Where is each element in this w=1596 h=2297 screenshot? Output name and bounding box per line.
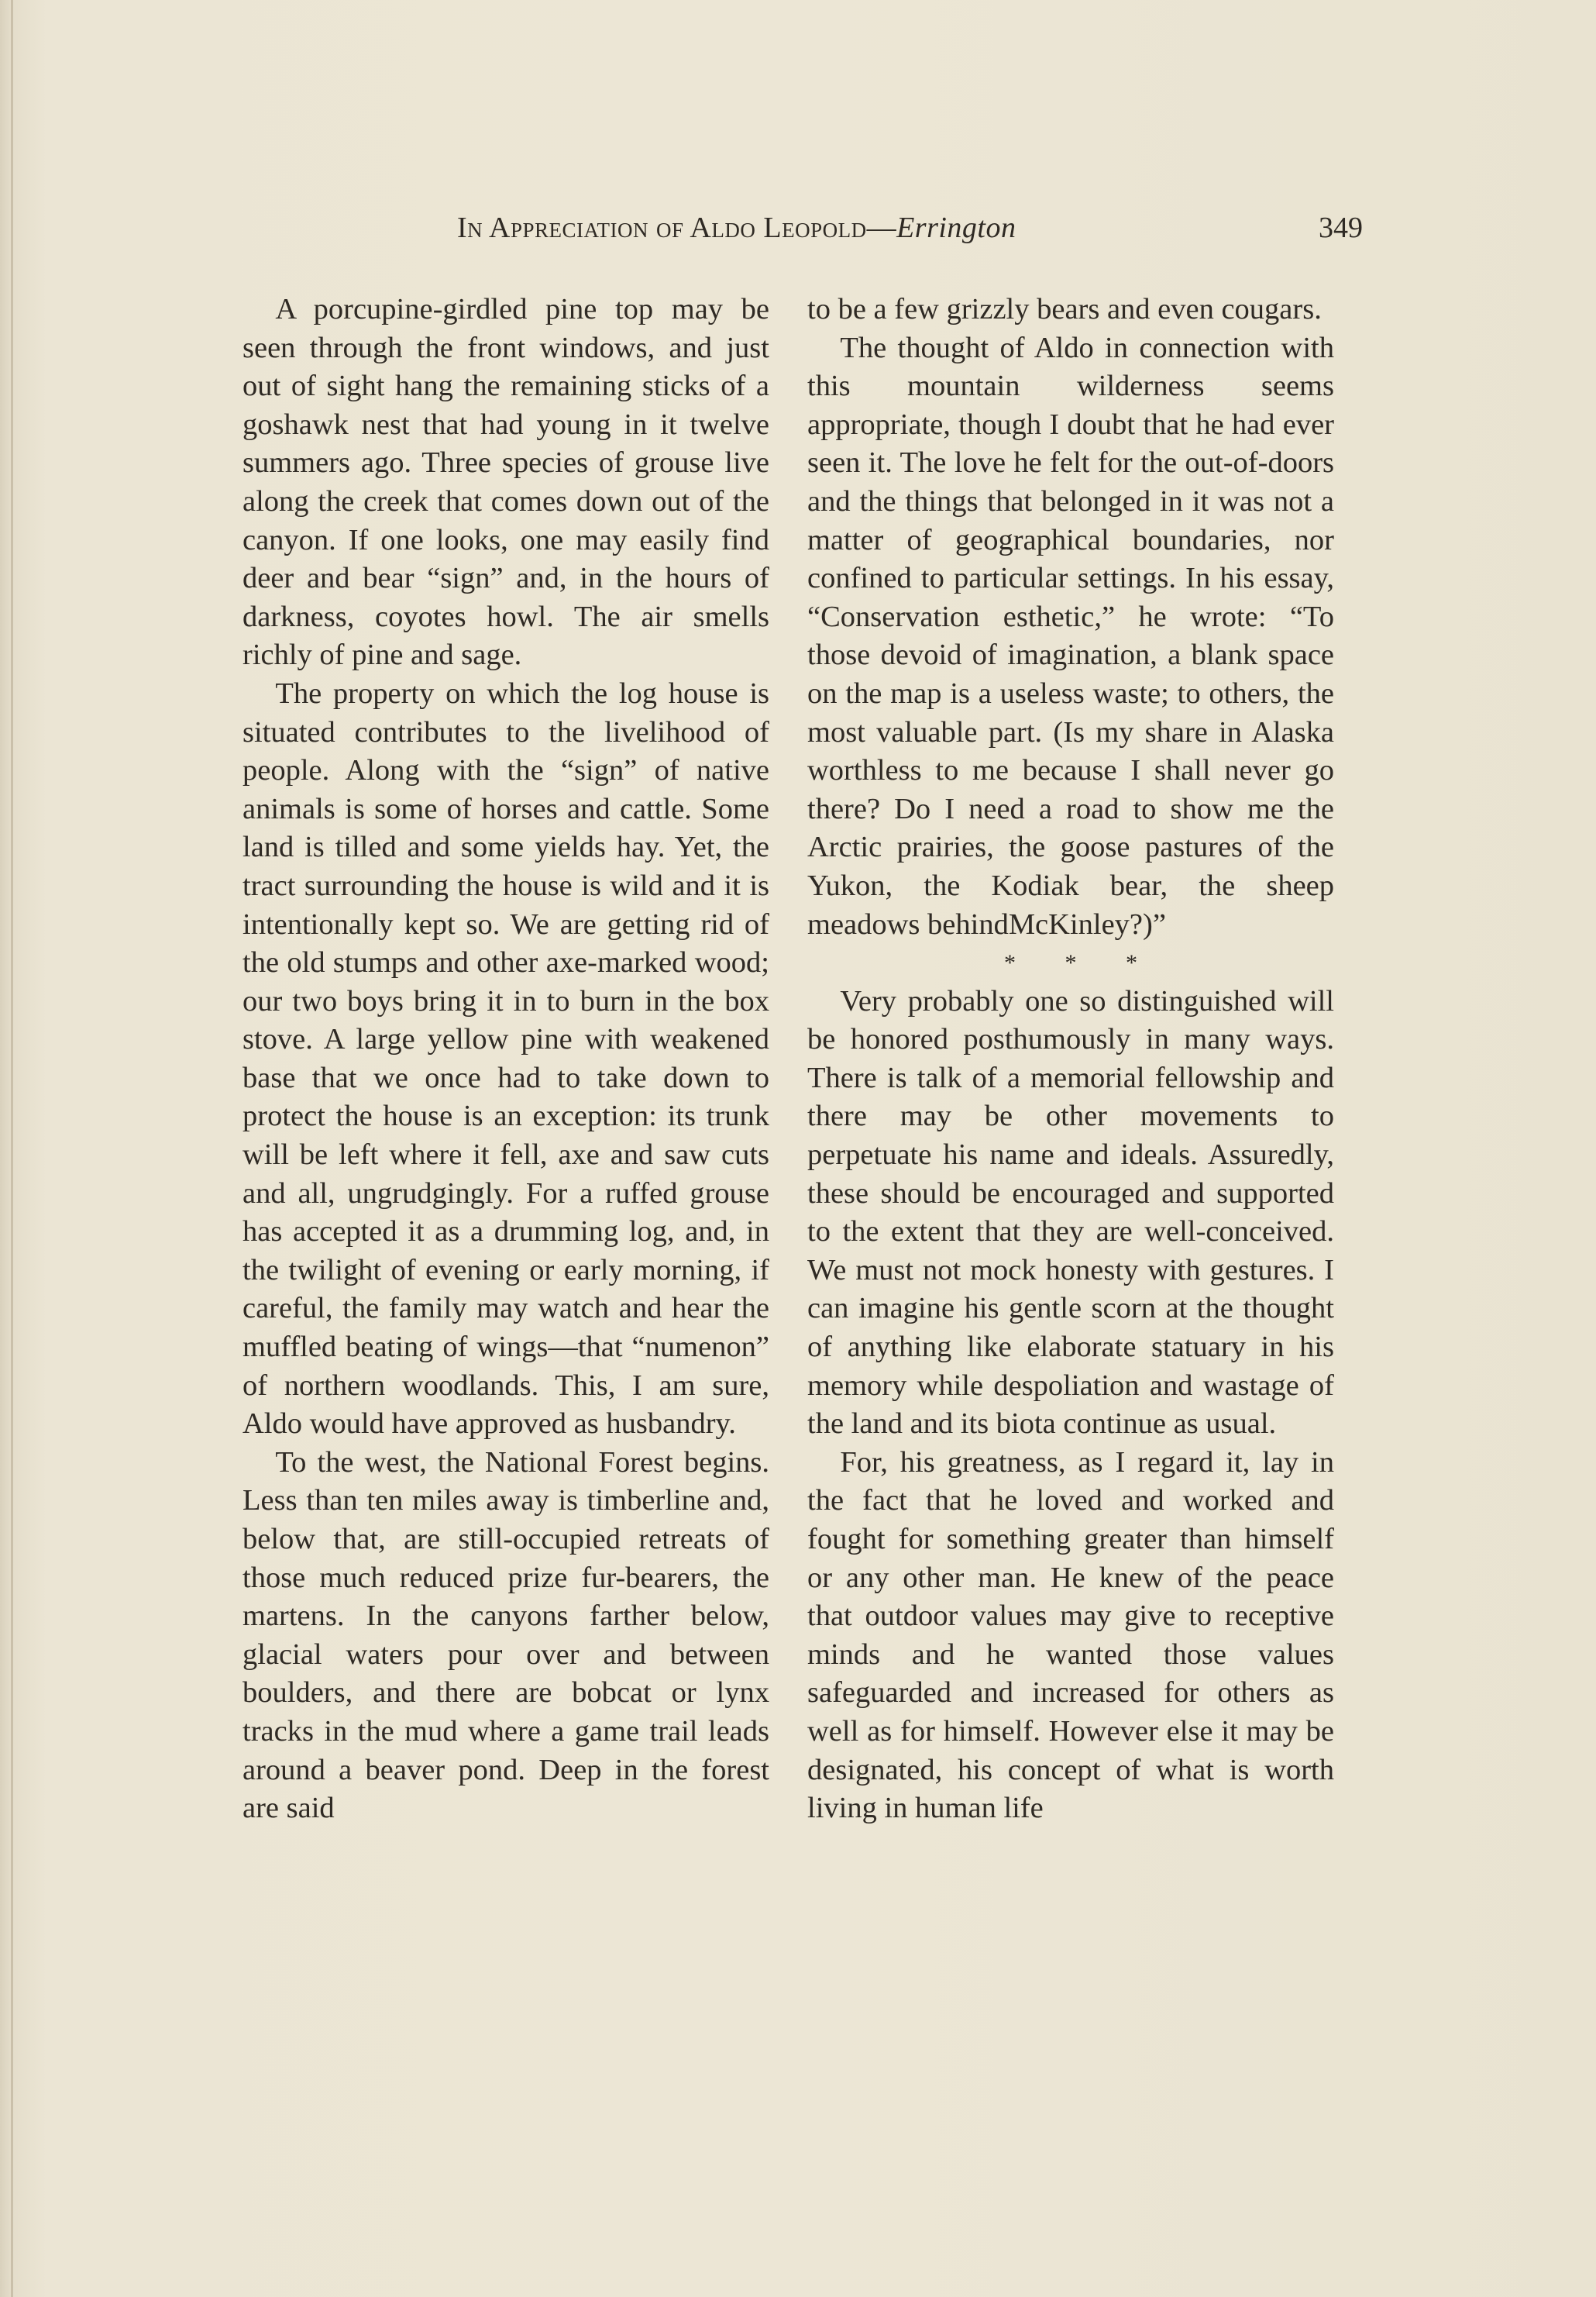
- paragraph: Very probably one so distinguished will be honored posthumously in many ways. There is talk of a memorial fellowship and there may be other movements to perpetuate his name and ideals. Assuredly, these should be encouraged and supported to the extent that they are well-conceived. We must not mock honesty with gestures. I can imagine his gentle scorn at the thought of anything like elaborate statuary in his memory while despoliation and wastage of the land and its biota continue as usual.: [807, 984, 1334, 1441]
- paragraph: A porcupine-girdled pine top may be seen through the front windows, and just out of sight hang the remaining sticks of a goshawk nest that had young in it twelve summers ago. Three species of grouse live along the creek that comes down out of the canyon. If one looks, one may easily find deer and bear “sign” and, in the hours of darkness, coyotes howl. The air smells richly of pine and sage.: [242, 293, 769, 672]
- paragraph: To the west, the National Forest begins. Less than ten miles away is timberline and, below that, are still-occupied retreats of those much reduced prize fur-bearers, the martens. In the canyons farther below, glacial waters pour over and between boulders, and there are bobcat or lynx tracks in the mud where a game trail leads around a beaver pond. Deep in the forest are said: [242, 1445, 769, 1825]
- header-title: In Appreciation of Aldo Leopold—: [457, 212, 897, 244]
- binding-edge: [11, 0, 13, 2297]
- section-break: * * *: [1004, 950, 1159, 976]
- right-column: [807, 291, 1334, 1828]
- running-header: [457, 211, 1016, 245]
- paragraph-continuation: to be a few grizzly bears and even cougars.: [807, 293, 1322, 325]
- paragraph: The thought of Aldo in connection with this mountain wilderness seems appropriate, though I doubt that he had ever seen it. The love he felt for the out-of-doors and the things that belonged in it was not a matter of geographical boundaries, nor confined to particular settings. In his essay, “Conservation esthetic,” he wrote: “To those devoid of imagination, a blank space on the map is a useless waste; to others, the most valuable part. (Is my share in Alaska worthless to me because I shall never go there? Do I need a road to show me the Arctic prairies, the goose pastures of the Yukon, the Kodiak bear, the sheep meadows behindMcKinley?)”: [807, 331, 1334, 941]
- page-number: 349: [1319, 212, 1363, 244]
- left-column: [242, 291, 769, 1828]
- paragraph: For, his greatness, as I regard it, lay in the fact that he loved and worked and fought for something greater than himself or any other man. He knew of the peace that outdoor values may give to receptive minds and he wanted those values safeguarded and increased for others as well as for himself. However else it may be designated, his concept of what is worth living in human life: [807, 1445, 1334, 1825]
- header-author: Errington: [896, 212, 1016, 244]
- paragraph: The property on which the log house is situated contributes to the livelihood of people. Along with the “sign” of native animals is some of horses and cattle. Some land is tilled and some yields hay. Yet, the tract surrounding the house is wild and it is intentionally kept so. We are getting rid of the old stumps and other axe-marked wood; our two boys bring it in to burn in the box stove. A large yellow pine with weakened base that we once had to take down to protect the house is an exception: its trunk will be left where it fell, axe and saw cuts and all, ungrudgingly. For a ruffed grouse has accepted it as a drumming log, and, in the twilight of evening or early morning, if careful, the family may watch and hear the muffled beating of wings—that “numenon” of northern woodlands. This, I am sure, Aldo would have approved as husbandry.: [242, 677, 769, 1441]
